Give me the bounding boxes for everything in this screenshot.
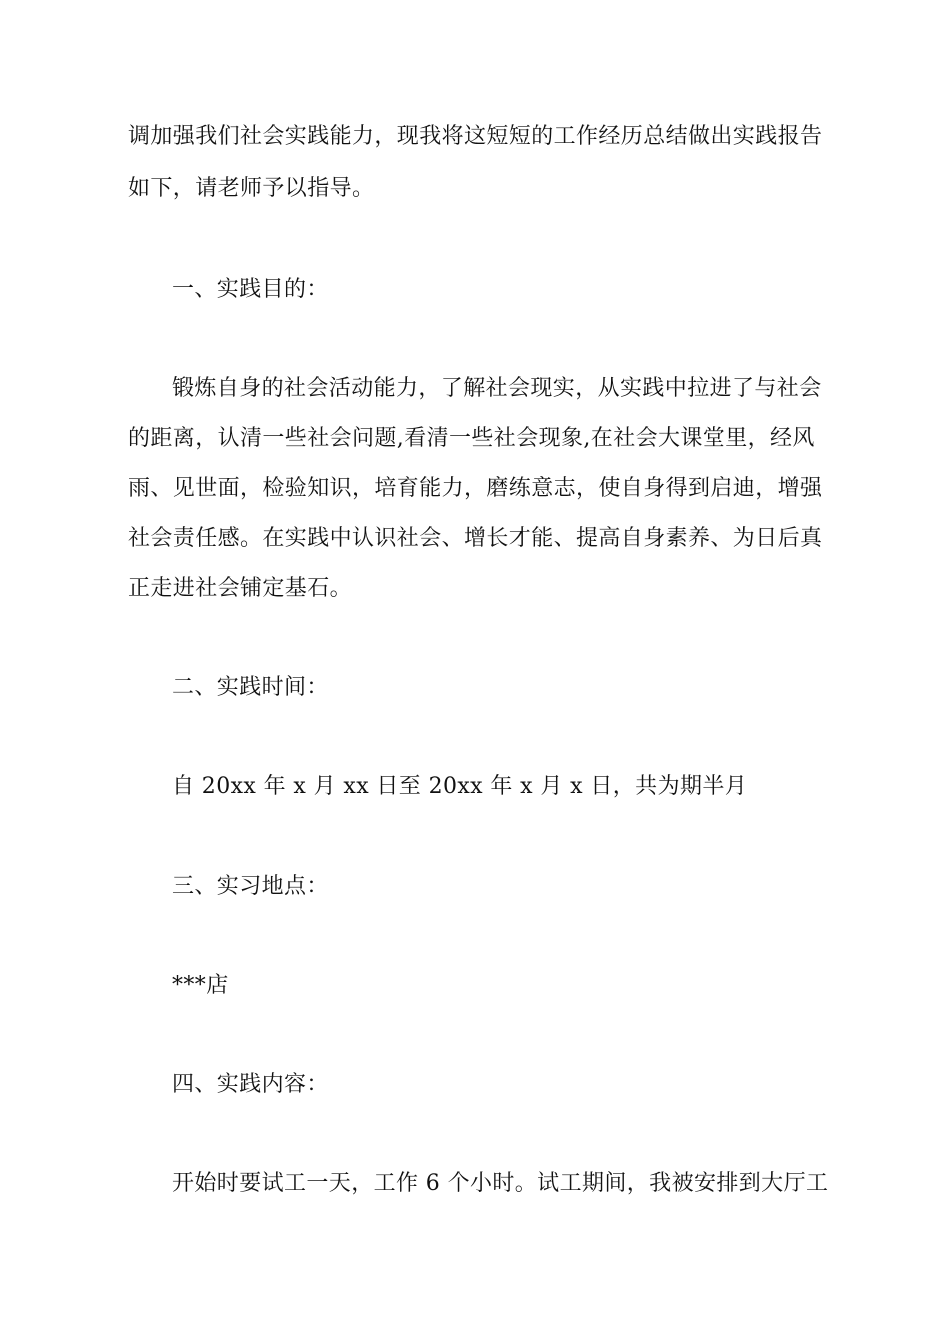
section-2-heading: 二、实践时间： [172, 675, 329, 700]
section-1-paragraph-line-2: 的距离，认清一些社会问题,看清一些社会现象,在社会大课堂里，经风 [128, 426, 815, 451]
section-2-text: 自 20xx 年 x 月 xx 日至 20xx 年 x 月 x 日，共为期半月 [172, 774, 748, 799]
section-1-paragraph-line-4: 社会责任感。在实践中认识社会、增长才能、提高自身素养、为日后真 [128, 526, 823, 551]
section-1-heading: 一、实践目的： [172, 277, 329, 302]
section-1-paragraph-line-5: 正走进社会铺定基石。 [128, 576, 353, 601]
section-3-heading: 三、实习地点： [172, 874, 329, 899]
intro-line-1: 调加强我们社会实践能力，现我将这短短的工作经历总结做出实践报告 [128, 124, 823, 149]
section-1-paragraph-line-3: 雨、见世面，检验知识，培育能力，磨练意志，使自身得到启迪，增强 [128, 476, 823, 501]
section-1-paragraph-line-1: 锻炼自身的社会活动能力，了解社会现实，从实践中拉进了与社会 [172, 376, 822, 401]
section-4-text: 开始时要试工一天，工作 6 个小时。试工期间，我被安排到大厅工 [172, 1171, 829, 1196]
section-4-heading: 四、实践内容： [172, 1072, 329, 1097]
section-3-text: ***店 [172, 973, 229, 998]
intro-line-2: 如下，请老师予以指导。 [128, 176, 375, 201]
